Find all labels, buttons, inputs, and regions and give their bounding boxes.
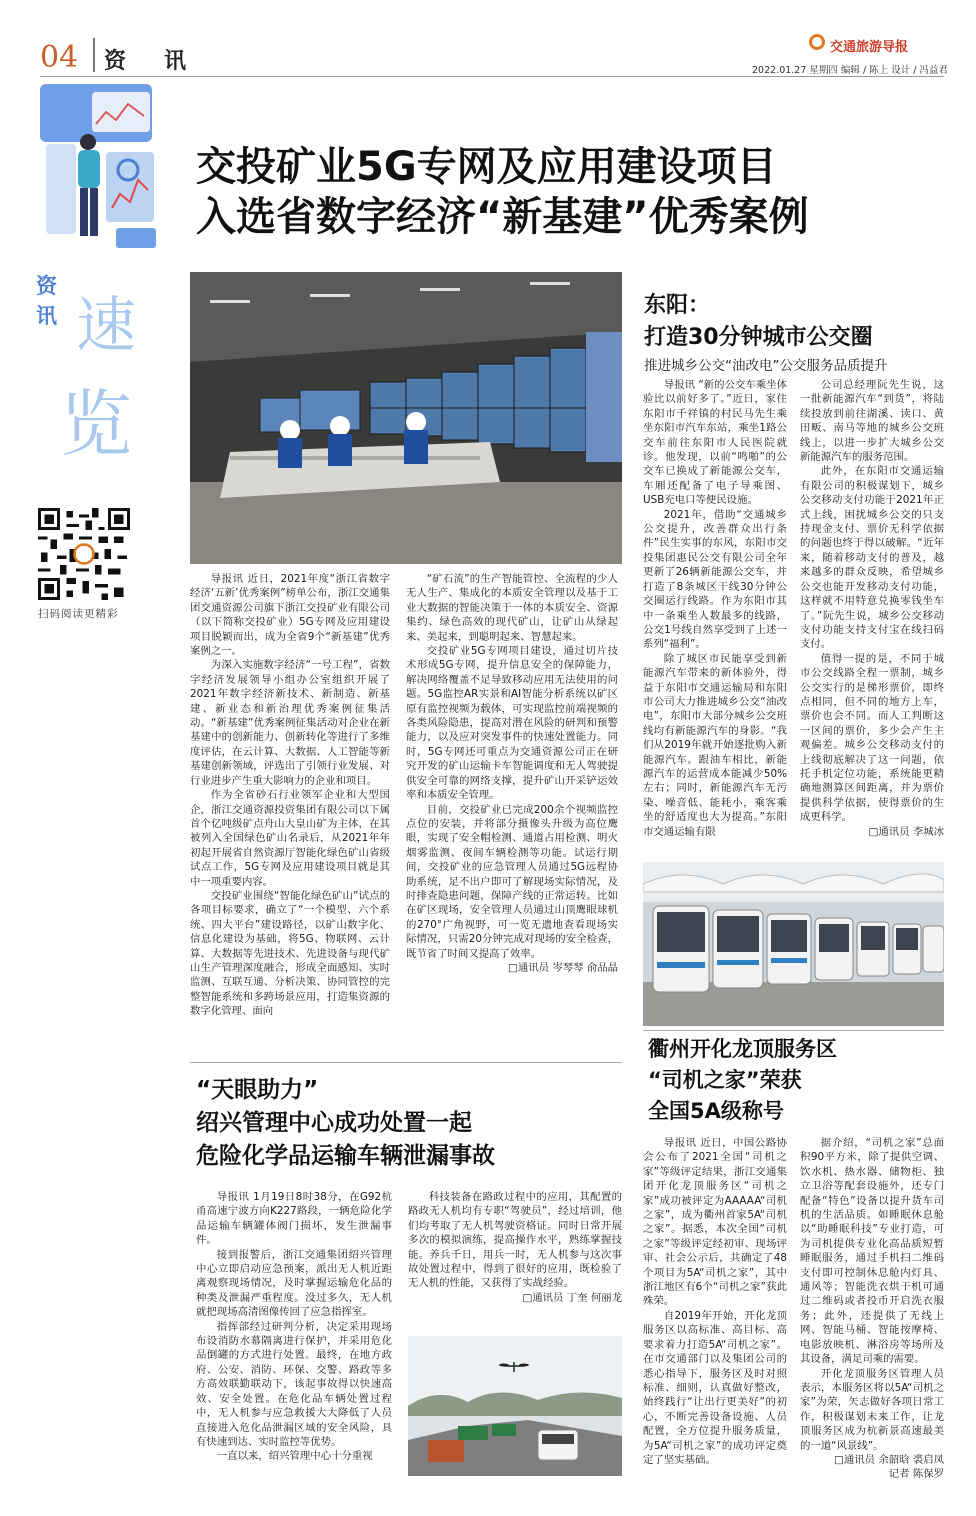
paragraph: 导报讯 近日，2021年度“浙江省数字经济‘五新’优秀案例”榜单公布，浙江交通集团交通资源公司旗下浙江交投矿业有限公司（以下简称交投矿业）5G专网及应用建设项目脱颖而出，成为全省9个“新基建”优秀案例之一。 <box>190 573 390 658</box>
dongyang-column-2 <box>800 378 944 839</box>
byline: □通讯员 丁奎 何丽龙 <box>522 1291 622 1304</box>
qr-code[interactable] <box>38 508 130 600</box>
paragraph: 交投矿业围绕“智能化绿色矿山”试点的各项目标要求，确立了“一个模型、六个系统、四大平台”建设路径，以矿山数字化、信息化建设为基础，将5G、物联网、云计算、大数据等先进技术、先进设备与现代矿山生产管理深度融合，形成全面感知、实时监测、互联互通、分析决策、协同管控的完整智能系统和多跨场景应用，打造集资源的数字化管理、面向 <box>190 889 390 1018</box>
newspaper-logo-icon <box>809 34 825 50</box>
control-room-photo <box>190 272 622 564</box>
header-divider <box>93 38 95 72</box>
byline: 记者 陈保罗 <box>888 1468 944 1481</box>
paragraph: 接到报警后，浙江交通集团绍兴管理中心立即启动应急预案，派出无人机近距离观察现场情况，及时掌握运输危化品的种类及泄漏严重程度。没过多久，无人机就把现场高清图像传回了应急指挥室。 <box>196 1248 392 1319</box>
main-article-column-1 <box>190 572 390 1019</box>
tianyan-headline <box>196 1074 616 1173</box>
paragraph: 科技装备在路政过程中的应用，其配置的路政无人机均有专职“驾驶员”，经过培训，他们均考取了无人机驾驶资格证。同时日常开展多次的模拟演练，提高操作水平，熟练掌握技能。养兵千日，用兵一时，无人机参与这次事故处置过程中，得到了很好的应用，既检验了无人机的性能，又获得了实战经验。 <box>408 1191 622 1290</box>
tianyan-column-2 <box>408 1190 622 1305</box>
paragraph: 开化龙顶服务区管理人员表示，本服务区将以5A“司机之家”为荣，矢志做好各项日常工作，积极谋划未来工作，让龙顶服务区成为杭新景高速最美的一道“风景线”。 <box>800 1367 944 1452</box>
tianyan-column-1 <box>196 1190 392 1464</box>
sidebar-illustration <box>32 78 162 258</box>
kaihua-headline <box>648 1034 944 1127</box>
paragraph: 为深入实施数字经济“一号工程”，省数字经济发展领导小组办公室组织开展了2021年数字经济新技术、新制造、新基建、新业态和新治理优秀案例征集活动。“新基建”优秀案例征集活动对企业在新基建中的创新能力、创新转化等进行了多维度评估，在云计算、大数据、人工智能等新基建创新领域，评选出了引领行业发展、对行业进步产生重大影响力的企业和项目。 <box>190 659 390 787</box>
dongyang-column-1 <box>643 378 787 839</box>
paragraph: 导报讯 “新的公交车乘坐体验比以前好多了。”近日，家住东阳市千祥镇的村民马先生乘坐东阳市汽车东站，乘坐1路公交车前往东阳市人民医院就诊。他发现，以前“鸣啪”的公交车已换成了新能源公交车，车厢还配备了电子导乘图、USB充电口等便民设施。 <box>643 379 787 507</box>
paragraph: 指挥部经过研判分析，决定采用现场布设消防水幕隔离进行保护，并采用危化品倒罐的方式进行处置。最终，在地方政府、公安、消防、环保、交警、路政等多方高效联勤联动下，该起事故得以快速高效、安全处置。在危化品车辆处置过程中，无人机参与应急救援大大降低了人员直接进入危化品泄漏区域的安全风险，具有快速到达、实时监控等优势。 <box>196 1320 392 1448</box>
page-number: 04 <box>40 40 79 75</box>
drone-highway-photo <box>408 1336 622 1476</box>
header-rule <box>40 76 944 77</box>
paragraph: 值得一提的是，不同于城市公交线路全程一票制，城乡公交实行的是梯形票价，即终点相同，但不同的地方上车，票价也会不同。而人工判断这一区间的票价，多少会产生主观偏差。城乡公交移动支付的上线彻底解决了这一问题，依托手机定位功能，系统能更精确地测算区间距离，并为票价提供科学依据，使得票价的生成更科学。 <box>800 652 944 824</box>
section-divider <box>190 1062 622 1063</box>
kaihua-column-2 <box>800 1136 944 1482</box>
paragraph: 导报讯 近日，中国公路协会公布了2021全国“司机之家”等级评定结果，浙江交通集团开化龙顶服务区“司机之家”成功被评定为AAAAA“司机之家”，成为衢州首家5A“司机之家”。据悉，本次全国“司机之家”等级评定经初审、现场评审、社会公示后，共确定了48个项目为5A“司机之家”，其中浙江地区有6个“司机之家”获此殊荣。 <box>643 1137 787 1308</box>
headline-line: 绍兴管理中心成功处置一起 <box>196 1110 472 1136</box>
headline-line: 衢州开化龙顶服务区 <box>648 1037 837 1061</box>
kaihua-column-1 <box>643 1136 787 1467</box>
byline: □通讯员 余韶晗 裘启凤 <box>834 1453 944 1466</box>
headline-line: 打造30分钟城市公交圈 <box>644 325 873 350</box>
sidebar-title-char: 速 <box>76 291 136 361</box>
paragraph: “矿石流”的生产智能管控、全流程的少人无人生产、集成化的本质安全管理以及基于工业大数据的智能决策于一体的本质安全、资源集约、绿色高效的现代矿山，让矿山从绿起来、美起来，到聪明起来、智慧起来。 <box>406 573 618 643</box>
paragraph: 作为全省砂石行业领军企业和大型国企，浙江交通资源投资集团有限公司以下属首个亿吨级矿点舟山大皇山矿为主体，在其被列入全国绿色矿山名录后，从2021年年初起开展省自然资源厅智能化绿色矿山省级试点工作，5G专网及应用建设项目就是其中一项重要内容。 <box>190 789 390 888</box>
section-title: 资讯 <box>104 49 225 74</box>
paragraph: 2021年，借助“交通城乡公交提升，改善群众出行条件”民生实事的东风，东阳市交投集团惠民公交有限公司全年更新了26辆新能源公交车，并打造了8条城区干线30分钟公交圈运行线路。作为东阳市其中一条乘坐人数最多的线路，公交1号线自然享受到了上述一系列“福利”。 <box>643 508 787 651</box>
paragraph: 自2019年开始，开化龙顶服务区以高标准、高目标、高要求着力打造5A“司机之家”。在市交通部门以及集团公司的悉心指导下，服务区及时对照标准、细则，认真做好整改，始终践行“让出行更美好”的初心，不断完善设备设施、人员配置，全方位提升服务质量，为5A“司机之家”的成功评定奠定了坚实基础。 <box>643 1309 787 1466</box>
qr-caption: 扫码阅读更精彩 <box>38 608 119 620</box>
dongyang-headline <box>644 290 944 354</box>
sidebar-title-char: 讯 <box>36 304 57 328</box>
newspaper-name: 交通旅游导报 <box>830 40 909 55</box>
dongyang-subtitle: 推进城乡公交“油改电”公交服务品质提升 <box>644 358 888 374</box>
byline: □通讯员 李城冰 <box>868 825 944 838</box>
paragraph: 导报讯 1月19日8时38分，在G92杭甬高速宁波方向K227路段，一辆危险化学品运输车辆罐体阀门损坏，发生泄漏事件。 <box>196 1191 392 1247</box>
paragraph: 除了城区市民能享受到新能源汽车带来的新体验外，得益于东阳市交通运输局和东阳市公司大力推进城乡公交“油改电”，东阳市大部分城乡公交班线均有新能源汽车的身影。“我们从2019年就开始逐批购入新能源汽车。跟油车相比，新能源汽车的运营成本能减少50%左右；同时，新能源汽车无污染、噪音低、能耗小，乘客乘坐的舒适度也大为提高。”东阳市交通运输有限 <box>643 652 787 838</box>
paragraph: 目前，交投矿业已完成200余个视频监控点位的安装，并将部分摄像头升级为高位鹰眼，实现了安全帽检测、通道占用检测、明火烟雾监测、夜间车辆检测等功能。试运行期间，交投矿业的应急管理人员通过5G远程协助系统，足不出户即可了解现场实际情况，及时排查隐患问题，保障产线的正常运转。比如在矿区现场，安全管理人员通过山顶鹰眼球机的270°广角视野，可一览无遗地查看现场实际情况，只需20分钟完成对现场的安全检查，既节省了时间又提高了效率。 <box>406 803 618 960</box>
headline-line: 入选省数字经济“新基建”优秀案例 <box>196 194 809 240</box>
paragraph: 一直以来，绍兴管理中心十分重视 <box>216 1450 373 1463</box>
date-editor-line: 2022.01.27 星期四 编辑 / 陈上 设计 / 冯益君 <box>752 65 948 76</box>
main-article-column-2 <box>406 572 618 975</box>
headline-line: “司机之家”荣获 <box>648 1068 802 1092</box>
headline-line: 东阳： <box>644 293 711 318</box>
headline-line: “天眼助力” <box>196 1077 319 1103</box>
sidebar-title-char: 资 <box>36 274 57 298</box>
paragraph: 据介绍，“司机之家”总面积90平方米，除了提供空调、饮水机、热水器、储物柜、独立卫浴等配套设施外，还专门配备“特色”设备以提升货车司机的生活品质。如睡眠休息舱以“助睡眠科技”专业打造，可为司机提供专业化高品质短暂睡眠服务，通过手机扫二维码支付即可控制休息舱内灯具、通风等；智能洗衣烘干机可通过二维码或者投币开启洗衣服务；此外，还提供了无线上网、智能马桶、智能按摩椅、电影放映机、淋浴房等场所及其设备，满足司乘的需要。 <box>800 1137 944 1366</box>
headline-line: 交投矿业5G专网及应用建设项目 <box>196 144 777 190</box>
headline-line: 全国5A级称号 <box>648 1099 784 1123</box>
sidebar-title-char: 览 <box>60 382 133 466</box>
paragraph: 此外，在东阳市交通运输有限公司的积极谋划下，城乡公交移动支付功能于2021年正式上线，困扰城乡公交的只支持现金支付、票价无科学依据的问题也终于得以破解。“近年来，随着移动支付的普及，越来越多的群众反映，希望城乡公交也能开发移动支付功能，这样就不用特意兑换零钱坐车了。”阮先生说，城乡公交移动支付功能支持支付宝在线扫码支付。 <box>800 465 944 651</box>
paragraph: 公司总经理阮先生说，这一批新能源汽车“到货”，将陆续投放到前往湖溪、读口、黄田畈、南马等地的城乡公交班线上，以进一步扩大城乡公交新能源汽车的服务范围。 <box>800 379 944 464</box>
main-headline <box>196 142 936 242</box>
paragraph: 交投矿业5G专网项目建设，通过切片技术形成5G专网，提升信息安全的保障能力，解决网络覆盖不足导致移动应用无法使用的问题。5G监控AR实景和AI智能分析系统以矿区原有监控视频为载体，可实现监控前端视频的各类风险隐患，提高对潜在风险的研判和预警能力，以及应对突发事件的快速处置能力。同时，5G专网还可重点为交通资源公司正在研究开发的矿山运输卡车智能调度和无人驾驶提供安全可靠的网络支撑，提升矿山开采铲运效率和本质安全管理。 <box>406 645 618 802</box>
section-divider <box>643 1030 944 1031</box>
bus-depot-photo <box>643 862 944 1026</box>
sidebar-column-title <box>36 256 146 516</box>
headline-line: 危险化学品运输车辆泄漏事故 <box>196 1143 495 1169</box>
byline: □通讯员 岑琴琴 俞品晶 <box>508 961 618 974</box>
